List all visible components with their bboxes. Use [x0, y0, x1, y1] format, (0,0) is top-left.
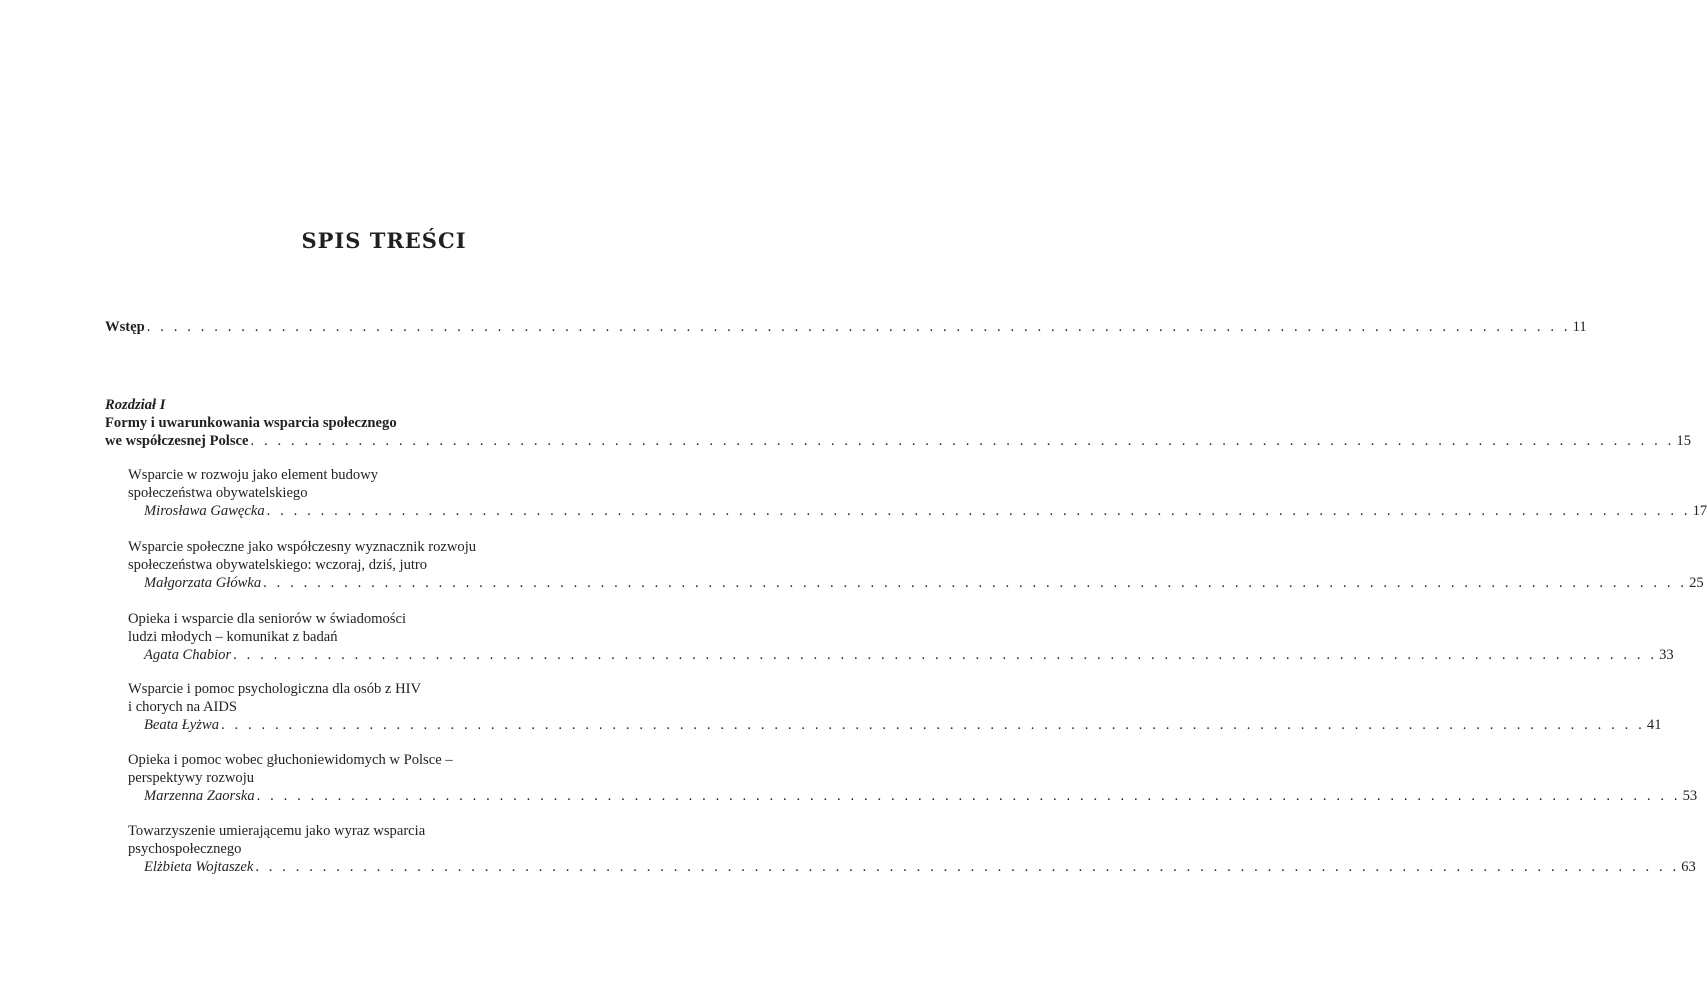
dot-leader: . . . . . . . . . . . . . . . . . . . . . . . . . . . . . . . . . . . . . . . . . . . . . . . . . . . . . . . . . . . . . . . . . . . . . . . . . . . . . . . . . . . . . . . . . . . . . . . . . . . . . . . . . .: [256, 788, 1681, 804]
section-author: Marzenna Zaorska: [144, 788, 255, 804]
page-number: 63: [1681, 859, 1696, 875]
dot-leader: . . . . . . . . . . . . . . . . . . . . . . . . . . . . . . . . . . . . . . . . . . . . . . . . . . . . . . . . . . . . . . . . . . . . . . . . . . . . . . . . . . . . . . . . . . . . . . . . . . . . . . . . . .: [255, 859, 1680, 875]
section-author: Beata Łyżwa: [144, 717, 219, 733]
page-number: 41: [1646, 717, 1662, 733]
chapter-title-line2: we współczesnej Polsce: [105, 433, 249, 449]
section-title-line2: ludzi młodych – komunikat z badań: [128, 629, 338, 645]
section-author: Agata Chabior: [144, 647, 232, 663]
section-title-line1: Wsparcie i pomoc psychologiczna dla osób z HIV: [128, 681, 422, 697]
chapter-title-line1: Formy i uwarunkowania wsparcia społecznego: [105, 415, 397, 431]
section-title-line1: Towarzyszenie umierającemu jako wyraz wsparcia: [128, 823, 426, 839]
dot-leader: . . . . . . . . . . . . . . . . . . . . . . . . . . . . . . . . . . . . . . . . . . . . . . . . . . . . . . . . . . . . . . . . . . . . . . . . . . . . . . . . . . . . . . . . . . . . . . . . . . . . . . . . . .: [250, 433, 1675, 449]
page-number: 11: [1572, 319, 1587, 335]
section-author: Mirosława Gawęcka: [144, 503, 265, 519]
section-title-line1: Wsparcie w rozwoju jako element budowy: [128, 467, 379, 483]
toc-entry-intro[interactable]: [105, 318, 1587, 336]
section-title-line2: perspektywy rozwoju: [128, 770, 255, 786]
section-title-line1: Opieka i wsparcie dla seniorów w świadomości: [128, 611, 407, 627]
toc-chapter-1[interactable]: [105, 396, 1691, 450]
page-number: 53: [1682, 788, 1698, 804]
chapter-number: Rozdział I: [105, 397, 166, 413]
section-title-line1: Wsparcie społeczne jako współczesny wyznacznik rozwoju: [128, 539, 477, 555]
toc-entry-label: Wstęp: [105, 319, 145, 335]
toc-section[interactable]: [128, 680, 1662, 734]
dot-leader: . . . . . . . . . . . . . . . . . . . . . . . . . . . . . . . . . . . . . . . . . . . . . . . . . . . . . . . . . . . . . . . . . . . . . . . . . . . . . . . . . . . . . . . . . . . . . . . . . . . . . . . . . .: [233, 647, 1658, 663]
page-number: 33: [1659, 647, 1674, 663]
toc-section[interactable]: [128, 751, 1698, 805]
page-number: 15: [1676, 433, 1691, 449]
dot-leader: . . . . . . . . . . . . . . . . . . . . . . . . . . . . . . . . . . . . . . . . . . . . . . . . . . . . . . . . . . . . . . . . . . . . . . . . . . . . . . . . . . . . . . . . . . . . . . . . . . . . . . . . . .: [146, 319, 1571, 335]
dot-leader: . . . . . . . . . . . . . . . . . . . . . . . . . . . . . . . . . . . . . . . . . . . . . . . . . . . . . . . . . . . . . . . . . . . . . . . . . . . . . . . . . . . . . . . . . . . . . . . . . . . . . . . . . .: [263, 575, 1688, 591]
dot-leader: . . . . . . . . . . . . . . . . . . . . . . . . . . . . . . . . . . . . . . . . . . . . . . . . . . . . . . . . . . . . . . . . . . . . . . . . . . . . . . . . . . . . . . . . . . . . . . . . . . . . . . . . . .: [221, 717, 1645, 733]
section-title-line1: Opieka i pomoc wobec głuchoniewidomych w Polsce –: [128, 752, 453, 768]
page-title: SPIS TREŚCI: [301, 228, 467, 253]
section-title-line2: i chorych na AIDS: [128, 699, 238, 715]
toc-section[interactable]: [128, 466, 1707, 520]
toc-section[interactable]: [128, 538, 1704, 592]
section-title-line2: społeczeństwa obywatelskiego: [128, 485, 308, 501]
section-title-line2: społeczeństwa obywatelskiego: wczoraj, dziś, jutro: [128, 557, 428, 573]
section-author: Elżbieta Wojtaszek: [144, 859, 254, 875]
section-author: Małgorzata Główka: [144, 575, 262, 591]
dot-leader: . . . . . . . . . . . . . . . . . . . . . . . . . . . . . . . . . . . . . . . . . . . . . . . . . . . . . . . . . . . . . . . . . . . . . . . . . . . . . . . . . . . . . . . . . . . . . . . . . . . . . . . . . .: [266, 503, 1691, 519]
page-number: 25: [1689, 575, 1704, 591]
toc-section[interactable]: [128, 822, 1696, 876]
section-title-line2: psychospołecznego: [128, 841, 242, 857]
page-number: 17: [1692, 503, 1707, 519]
toc-section[interactable]: [128, 610, 1674, 664]
